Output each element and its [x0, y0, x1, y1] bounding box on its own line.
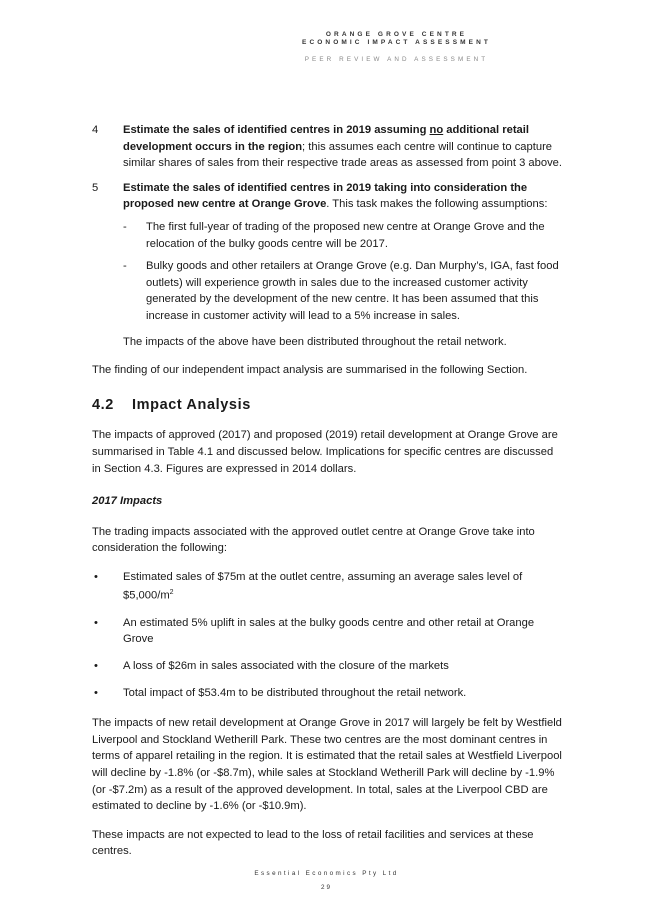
item-bold: Estimate the sales of identified centres in 2019 assuming — [123, 124, 430, 136]
page-header — [0, 31, 653, 64]
subheading: 2017 Impacts — [92, 495, 163, 508]
dash-marker: - — [123, 260, 127, 273]
item-number: 5 — [92, 181, 99, 194]
bullet-icon: • — [94, 570, 98, 583]
assumption-text: Bulky goods and other retailers at Orange Grove (e.g. Dan Murphy’s, IGA, fast food outlets) will experience growth in sales due to the increased customer activity generated by the development of the new centre. It has been assumed that this increase in customer activity will lead to a 5% increase in sales. — [146, 260, 559, 322]
bullet-icon: • — [94, 616, 98, 629]
document-body — [92, 122, 562, 872]
superscript: 2 — [169, 589, 174, 597]
page-footer — [0, 870, 653, 891]
item-number: 4 — [92, 124, 99, 136]
intro-paragraph: The impacts of approved (2017) and proposed (2019) retail development at Orange Grove are summarised in Table 4.1 and discussed below. Implications for specific centres are discussed in Section 4.3. Figures are expressed in 2014 dollars. — [92, 429, 558, 475]
bullet-text: An estimated 5% uplift in sales at the bulky goods centre and other retail at Orange Grove — [123, 616, 535, 646]
header-section: PEER REVIEW AND ASSESSMENT — [304, 56, 489, 63]
trading-paragraph: The trading impacts associated with the approved outlet centre at Orange Grove take into consideration the following: — [92, 525, 535, 555]
bullet-text: Estimated sales of $75m at the outlet centre, assuming an average sales level of $5,000/m — [123, 570, 523, 603]
header-title: ORANGE GROVE CENTRE — [325, 31, 468, 38]
numbered-item-5 — [92, 180, 562, 325]
item-bold-after: additional retail development occurs in the region — [123, 124, 529, 153]
list-item — [92, 658, 562, 675]
section-title: Impact Analysis — [132, 396, 251, 413]
bullet-text: Total impact of $53.4m to be distributed throughout the retail network. — [123, 686, 467, 699]
closing-paragraph: These impacts are not expected to lead to the loss of retail facilities and services at these centres. — [92, 828, 534, 858]
list-item — [92, 569, 562, 605]
footer-company: Essential Economics Pty Ltd — [254, 870, 399, 877]
list-item — [92, 615, 562, 648]
bullet-list — [92, 569, 562, 701]
impacts-paragraph: The impacts of new retail development at Orange Grove in 2017 will largely be felt by Westfield Liverpool and Stockland Wetherill Park. These two centres are the most dominant centres in terms of apparel retailing in the region. It is estimated that the retail sales at Westfield Liverpool will decline by -1.8% (or -$8.7m), while sales at Stockland Wetherill Park will decline by -1.9% (or -$7.2m) as a result of the approved development. In total, sales at the Liverpool CBD are estimated to decline by -1.6% (or -$10.9m). — [92, 717, 562, 813]
section-number: 4.2 — [92, 396, 114, 413]
bullet-icon: • — [94, 686, 98, 699]
assumption-item — [123, 258, 562, 324]
item-text: . This task makes the following assumptions: — [326, 198, 548, 211]
bullet-text: A loss of $26m in sales associated with the closure of the markets — [123, 659, 449, 672]
dash-marker: - — [123, 220, 127, 233]
bullet-icon: • — [94, 659, 98, 672]
indent-paragraph: The impacts of the above have been distributed throughout the retail network. — [123, 335, 507, 348]
page-number: 29 — [320, 884, 332, 891]
assumption-item — [123, 219, 562, 252]
item-bold: Estimate the sales of identified centres in 2019 taking into consideration the proposed new centre at Orange Grove — [123, 181, 528, 211]
item-underline: no — [429, 124, 444, 136]
header-subtitle: ECONOMIC IMPACT ASSESSMENT — [302, 39, 491, 46]
finding-paragraph: The finding of our independent impact analysis are summarised in the following Section. — [92, 364, 528, 377]
list-item — [92, 685, 562, 702]
numbered-item-4 — [92, 122, 562, 172]
assumption-text: The first full-year of trading of the proposed new centre at Orange Grove and the relocation of the bulky goods centre will be 2017. — [146, 220, 545, 250]
item-text: ; this assumes each centre will continue to capture similar shares of sales from their respective trade areas as assessed from point 3 above. — [123, 140, 562, 170]
section-heading — [92, 397, 562, 414]
